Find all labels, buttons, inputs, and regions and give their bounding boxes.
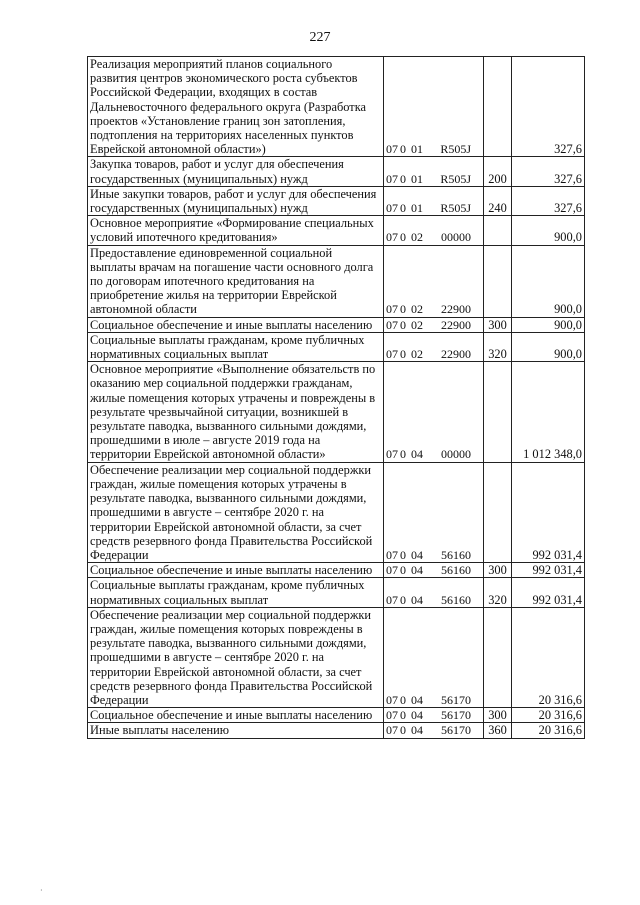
row-name: Иные закупки товаров, работ и услуг для обеспечения государственных (муниципальных) нужд	[88, 186, 384, 215]
row-sum: 20 316,6	[512, 607, 585, 707]
table-row	[88, 332, 585, 361]
row-name: Предоставление единовременной социальной выплаты врачам на погашение части основного долга по договорам ипотечного кредитования на приобретение жилья на территории Еврейской автономной области	[88, 245, 384, 317]
budget-table	[87, 56, 585, 739]
table-row	[88, 578, 585, 607]
code-program: 0	[400, 692, 406, 707]
row-name: Социальные выплаты гражданам, кроме публичных нормативных социальных выплат	[88, 332, 384, 361]
row-code	[384, 317, 484, 332]
code-direction: 22900	[441, 317, 471, 332]
row-code	[384, 157, 484, 186]
code-subprogram: 02	[411, 230, 423, 245]
scan-mark: ·	[40, 886, 43, 895]
row-expense-type	[484, 462, 512, 562]
code-section: 07	[386, 692, 398, 707]
table-row	[88, 607, 585, 707]
row-sum: 1 012 348,0	[512, 362, 585, 462]
row-sum: 327,6	[512, 157, 585, 186]
code-subprogram: 04	[411, 447, 423, 462]
code-direction: 00000	[441, 447, 471, 462]
table-row	[88, 723, 585, 738]
row-expense-type	[484, 245, 512, 317]
code-direction: 22900	[441, 347, 471, 362]
row-name: Обеспечение реализации мер социальной поддержки граждан, жилые помещения которых повреждены в результате паводка, вызванного сильными дождями, прошедшими в августе – сентябре 2020 г. на территории Еврейской автономной области, за счет средств резервного фонда Правительства Российской Федерации	[88, 607, 384, 707]
code-direction: 56160	[441, 563, 471, 578]
row-sum: 900,0	[512, 317, 585, 332]
code-section: 07	[386, 302, 398, 317]
code-direction: 00000	[441, 230, 471, 245]
code-program: 0	[400, 171, 406, 186]
row-name: Социальное обеспечение и иные выплаты населению	[88, 563, 384, 578]
code-program: 0	[400, 201, 406, 216]
row-name: Социальные выплаты гражданам, кроме публичных нормативных социальных выплат	[88, 578, 384, 607]
code-subprogram: 04	[411, 592, 423, 607]
row-code	[384, 462, 484, 562]
row-code	[384, 186, 484, 215]
table-row	[88, 216, 585, 245]
row-name: Социальное обеспечение и иные выплаты населению	[88, 317, 384, 332]
row-code	[384, 57, 484, 157]
code-program: 0	[400, 447, 406, 462]
row-name: Обеспечение реализации мер социальной поддержки граждан, жилые помещения которых утрачены в результате паводка, вызванного сильными дождями, прошедшими в августе – сентябре 2020 г. на территории Еврейской автономной области, за счет средств резервного фонда Правительства Российской Федерации	[88, 462, 384, 562]
code-subprogram: 02	[411, 347, 423, 362]
code-section: 07	[386, 563, 398, 578]
code-direction: R505J	[440, 142, 471, 157]
row-code	[384, 723, 484, 738]
code-section: 07	[386, 317, 398, 332]
row-name: Основное мероприятие «Формирование специальных условий ипотечного кредитования»	[88, 216, 384, 245]
row-sum: 992 031,4	[512, 563, 585, 578]
code-program: 0	[400, 347, 406, 362]
budget-table-body	[88, 57, 585, 739]
code-subprogram: 04	[411, 547, 423, 562]
row-name: Иные выплаты населению	[88, 723, 384, 738]
code-subprogram: 02	[411, 317, 423, 332]
row-name: Основное мероприятие «Выполнение обязательств по оказанию мер социальной поддержки гражданам, жилые помещения которых утрачены и повреждены в результате чрезвычайной ситуации, возникшей в результате паводка, вызванного сильными дождями, прошедшими в июле – августе 2019 года на территории Еврейской автономной области»	[88, 362, 384, 462]
row-sum: 900,0	[512, 245, 585, 317]
row-code	[384, 607, 484, 707]
row-sum: 327,6	[512, 57, 585, 157]
table-row	[88, 317, 585, 332]
code-subprogram: 02	[411, 302, 423, 317]
row-code	[384, 578, 484, 607]
row-sum: 900,0	[512, 332, 585, 361]
code-subprogram: 01	[411, 142, 423, 157]
code-program: 0	[400, 302, 406, 317]
row-sum: 992 031,4	[512, 578, 585, 607]
code-program: 0	[400, 592, 406, 607]
code-direction: 56170	[441, 692, 471, 707]
code-subprogram: 01	[411, 201, 423, 216]
row-sum: 327,6	[512, 186, 585, 215]
row-name: Закупка товаров, работ и услуг для обеспечения государственных (муниципальных) нужд	[88, 157, 384, 186]
row-expense-type	[484, 362, 512, 462]
row-expense-type: 200	[484, 157, 512, 186]
code-subprogram: 01	[411, 171, 423, 186]
row-code	[384, 216, 484, 245]
table-row	[88, 186, 585, 215]
row-expense-type: 240	[484, 186, 512, 215]
row-expense-type: 320	[484, 332, 512, 361]
code-section: 07	[386, 592, 398, 607]
code-subprogram: 04	[411, 708, 423, 723]
code-section: 07	[386, 547, 398, 562]
row-expense-type: 320	[484, 578, 512, 607]
row-code	[384, 362, 484, 462]
page-number: 227	[309, 30, 331, 45]
row-sum: 20 316,6	[512, 723, 585, 738]
row-code	[384, 563, 484, 578]
code-direction: 56160	[441, 547, 471, 562]
row-name: Реализация мероприятий планов социального развития центров экономического роста субъектов Российской Федерации, входящих в состав Дальневосточного федерального округа (Разработка проектов «Установление границ зон затопления, подтопления на территориях населенных пунктов Еврейской автономной области»)	[88, 57, 384, 157]
row-expense-type	[484, 216, 512, 245]
row-expense-type: 360	[484, 723, 512, 738]
table-row	[88, 362, 585, 462]
code-subprogram: 04	[411, 723, 423, 738]
table-row	[88, 57, 585, 157]
row-sum: 900,0	[512, 216, 585, 245]
table-row	[88, 245, 585, 317]
row-code	[384, 708, 484, 723]
row-sum: 992 031,4	[512, 462, 585, 562]
code-section: 07	[386, 723, 398, 738]
code-section: 07	[386, 230, 398, 245]
code-direction: 56170	[441, 708, 471, 723]
code-program: 0	[400, 317, 406, 332]
row-name: Социальное обеспечение и иные выплаты населению	[88, 708, 384, 723]
code-section: 07	[386, 171, 398, 186]
code-direction: 56160	[441, 592, 471, 607]
code-direction: 22900	[441, 302, 471, 317]
table-row	[88, 563, 585, 578]
row-expense-type: 300	[484, 708, 512, 723]
code-program: 0	[400, 708, 406, 723]
code-subprogram: 04	[411, 563, 423, 578]
row-expense-type: 300	[484, 317, 512, 332]
row-code	[384, 245, 484, 317]
code-program: 0	[400, 723, 406, 738]
code-section: 07	[386, 347, 398, 362]
row-expense-type	[484, 57, 512, 157]
code-direction: 56170	[441, 723, 471, 738]
code-direction: R505J	[440, 171, 471, 186]
code-program: 0	[400, 563, 406, 578]
code-program: 0	[400, 142, 406, 157]
row-sum: 20 316,6	[512, 708, 585, 723]
code-section: 07	[386, 201, 398, 216]
code-section: 07	[386, 447, 398, 462]
row-code	[384, 332, 484, 361]
code-direction: R505J	[440, 201, 471, 216]
code-section: 07	[386, 708, 398, 723]
table-row	[88, 462, 585, 562]
table-row	[88, 708, 585, 723]
code-subprogram: 04	[411, 692, 423, 707]
code-program: 0	[400, 547, 406, 562]
code-program: 0	[400, 230, 406, 245]
code-section: 07	[386, 142, 398, 157]
row-expense-type	[484, 607, 512, 707]
row-expense-type: 300	[484, 563, 512, 578]
table-row	[88, 157, 585, 186]
